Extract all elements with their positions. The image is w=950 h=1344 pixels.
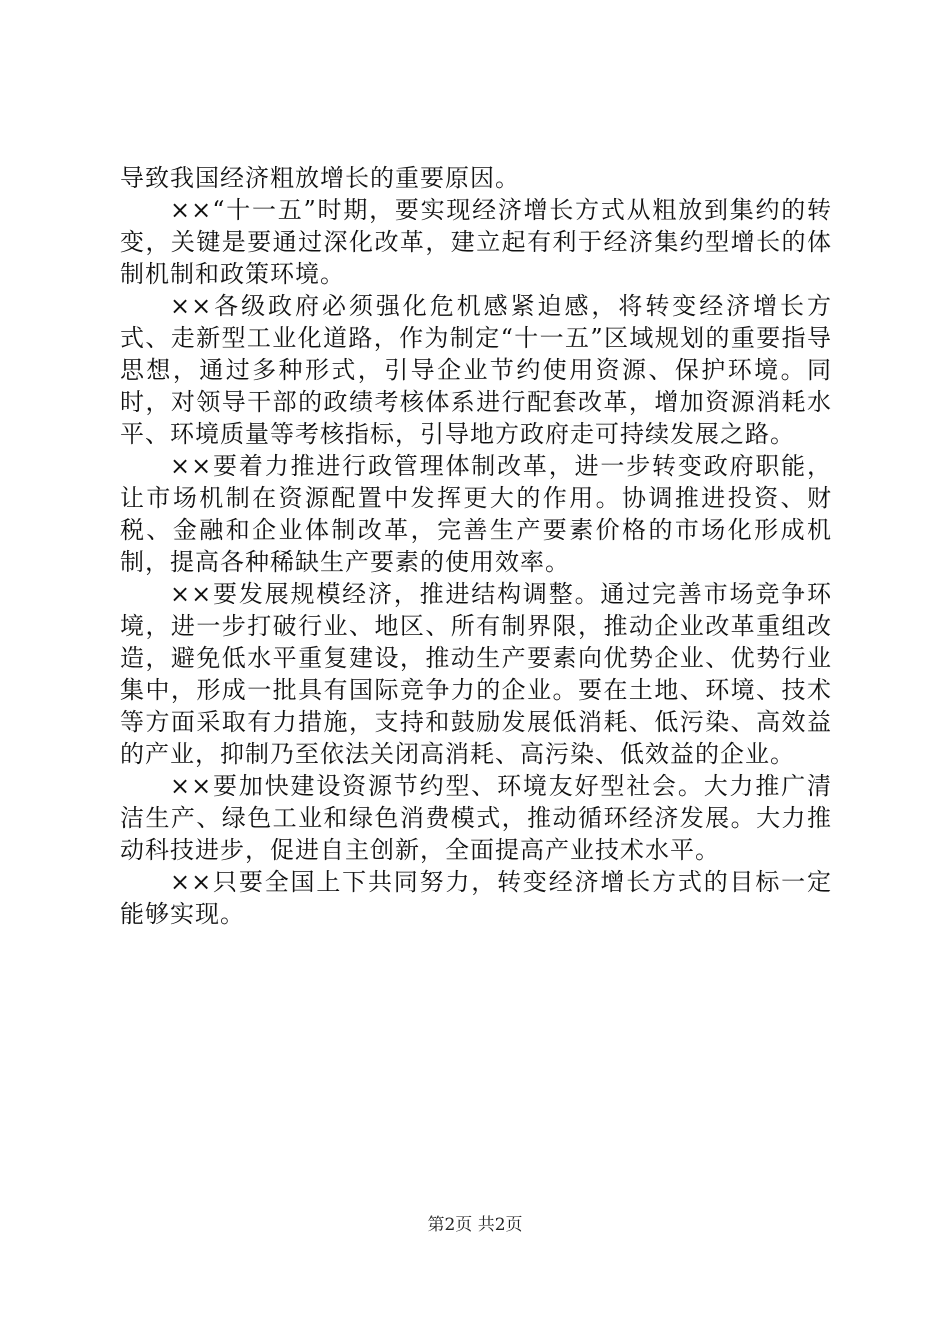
paragraph: ××要加快建设资源节约型、环境友好型社会。大力推广清洁生产、绿色工业和绿色消费模式，推动循环经济发展。大力推动科技进步，促进自主创新，全面提高产业技术水平。 <box>120 772 832 864</box>
paragraph-continuation: 导致我国经济粗放增长的重要原因。 <box>120 164 520 192</box>
paragraph: ××“十一五”时期，要实现经济增长方式从粗放到集约的转变，关键是要通过深化改革，建立起有利于经济集约型增长的体制机制和政策环境。 <box>120 196 832 288</box>
page-number-footer: 第2页 共2页 <box>427 1215 523 1235</box>
paragraph: ××各级政府必须强化危机感紧迫感，将转变经济增长方式、走新型工业化道路，作为制定“十一五”区域规划的重要指导思想，通过多种形式，引导企业节约使用资源、保护环境。同时，对领导干部的政绩考核体系进行配套改革，增加资源消耗水平、环境质量等考核指标，引导地方政府走可持续发展之路。 <box>120 292 832 448</box>
paragraph: ××要着力推进行政管理体制改革，进一步转变政府职能，让市场机制在资源配置中发挥更大的作用。协调推进投资、财税、金融和企业体制改革，完善生产要素价格的市场化形成机制，提高各种稀缺生产要素的使用效率。 <box>120 452 832 576</box>
document-body <box>120 162 832 930</box>
paragraph: ××要发展规模经济，推进结构调整。通过完善市场竞争环境，进一步打破行业、地区、所有制界限，推动企业改革重组改造，避免低水平重复建设，推动生产要素向优势企业、优势行业集中，形成一批具有国际竞争力的企业。要在土地、环境、技术等方面采取有力措施，支持和鼓励发展低消耗、低污染、高效益的产业，抑制乃至依法关闭高消耗、高污染、低效益的企业。 <box>120 580 832 768</box>
paragraph: ××只要全国上下共同努力，转变经济增长方式的目标一定能够实现。 <box>120 868 832 928</box>
